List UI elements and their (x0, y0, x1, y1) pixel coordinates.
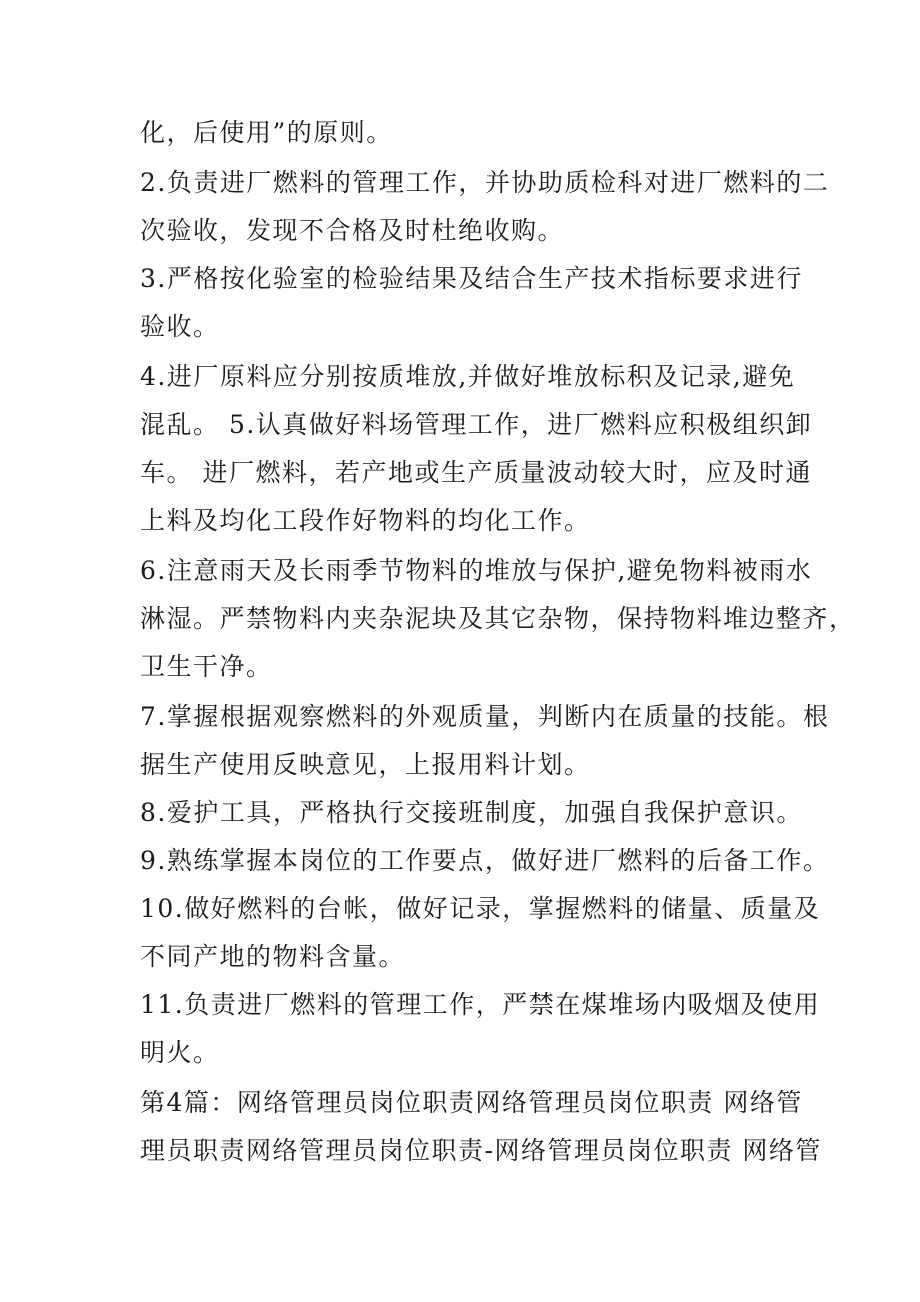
text-line: 卫生干净。 (140, 652, 273, 681)
text-line: 混乱。 5.认真做好料场管理工作，进厂燃料应积极组织卸 (140, 410, 813, 439)
text-line: 次验收，发现不合格及时杜绝收购。 (140, 216, 565, 245)
text-line: 10.做好燃料的台帐，做好记录，掌握燃料的储量、质量及 (140, 894, 821, 923)
text-line: 2.负责进厂燃料的管理工作，并协助质检科对进厂燃料的二 (140, 168, 830, 197)
text-line: 据生产使用反映意见，上报用料计划。 (140, 750, 591, 779)
text-line: 11.负责进厂燃料的管理工作，严禁在煤堆场内吸烟及使用 (140, 990, 821, 1019)
text-line: 不同产地的物料含量。 (140, 942, 406, 971)
text-line: 8.爱护工具，严格执行交接班制度，加强自我保护意识。 (140, 798, 803, 827)
text-line: 上料及均化工段作好物料的均化工作。 (140, 506, 591, 535)
text-line: 淋湿。严禁物料内夹杂泥块及其它杂物，保持物料堆边整齐， (140, 604, 856, 633)
text-line: 理员职责网络管理员岗位职责-网络管理员岗位职责 网络管 (140, 1136, 822, 1165)
text-line: 9.熟练掌握本岗位的工作要点，做好进厂燃料的后备工作。 (140, 846, 830, 875)
text-line: 6.注意雨天及长雨季节物料的堆放与保护,避免物料被雨水 (140, 556, 813, 585)
text-line: 车。 进厂燃料，若产地或生产质量波动较大时，应及时通 (140, 458, 812, 487)
text-line: 明火。 (140, 1038, 220, 1067)
text-line: 第4篇：网络管理员岗位职责网络管理员岗位职责 网络管 (140, 1088, 803, 1117)
text-line: 验收。 (140, 312, 220, 341)
text-line: 3.严格按化验室的检验结果及结合生产技术指标要求进行 (140, 264, 803, 293)
text-line: 4.进厂原料应分别按质堆放,并做好堆放标积及记录,避免 (140, 362, 796, 391)
text-line: 7.掌握根据观察燃料的外观质量，判断内在质量的技能。根 (140, 702, 830, 731)
text-line: 化，后使用”的原则。 (140, 118, 393, 147)
